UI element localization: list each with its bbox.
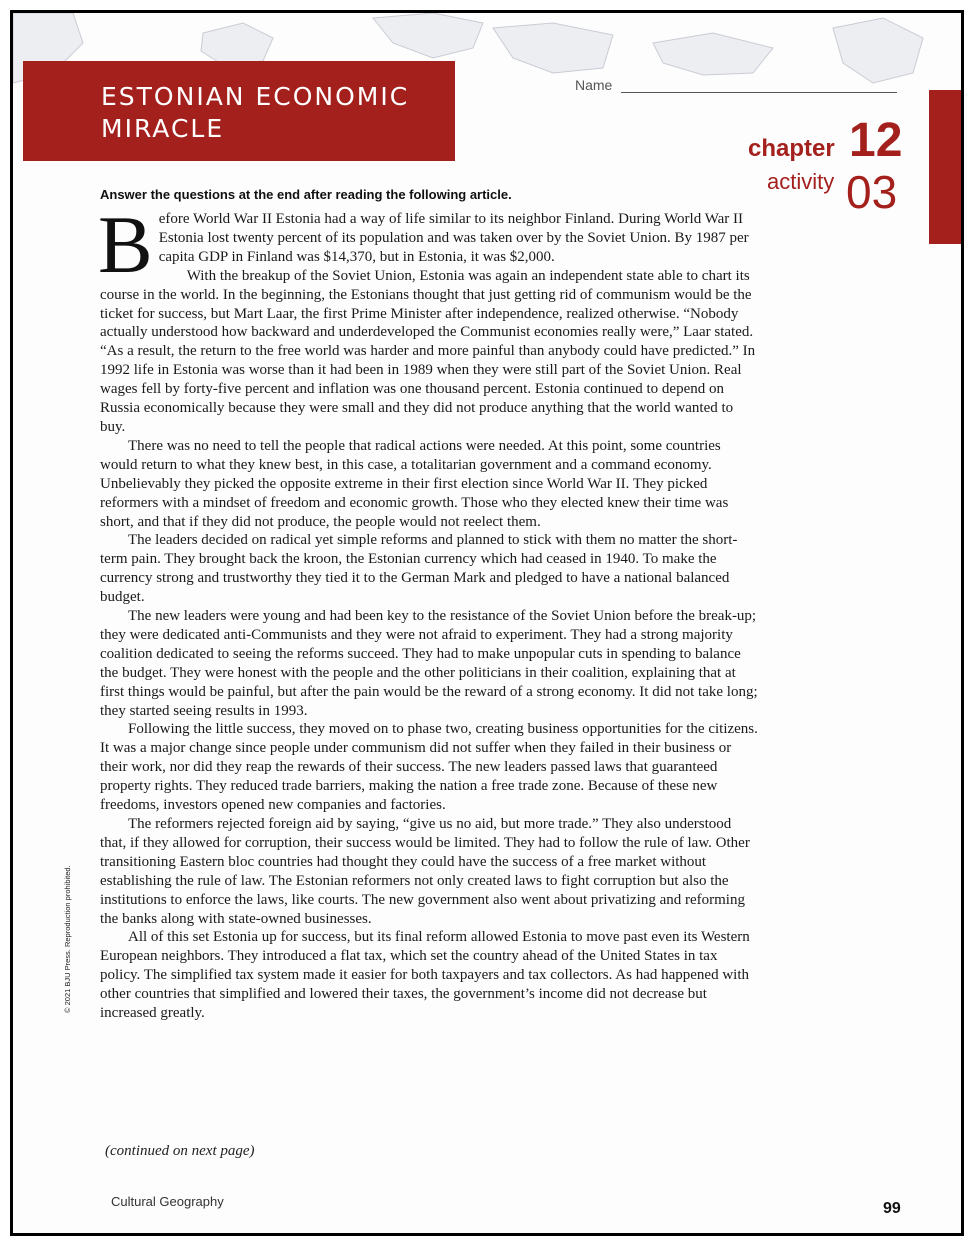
copyright-notice: © 2021 BJU Press. Reproduction prohibited. <box>63 865 72 1013</box>
chapter-number: 12 <box>849 114 903 167</box>
instructions: Answer the questions at the end after reading the following article. <box>100 187 512 202</box>
article-paragraph: The reformers rejected foreign aid by saying, “give us no aid, but more trade.” They also understood that, if they allowed for corruption, their success would be limited. They had to follow the rule of law. Other transitioning Eastern bloc countries had thought they could have the success of a free market without establishing the rule of law. The Estonian reformers not only created laws to fight corruption but also the institutions to enforce the laws, like courts. The new government also went about privatizing and reforming the banks along with state-owned businesses. <box>100 816 750 927</box>
chapter-label: chapter <box>748 135 835 162</box>
name-label: Name <box>575 77 613 93</box>
book-title: Cultural Geography <box>111 1194 224 1209</box>
title-banner <box>23 61 455 161</box>
article-paragraph: The leaders decided on radical yet simple reforms and planned to stick with them no matter the short-term pain. They brought back the kroon, the Estonian currency which had ceased in 1940. To make the currency strong and trustworthy they tied it to the German Mark and pledged to have a national balanced budget. <box>100 532 738 606</box>
article-paragraph: The new leaders were young and had been key to the resistance of the Soviet Union before the break-up; they were dedicated anti-Communists and they were not afraid to experiment. They had a strong majority coalition dedicated to seeing the reforms succeed. They had to make unpopular cuts in spending to balance the budget. They were honest with the people and the other politicians in their coalition, explaining that at first things would be painful, but after the pain would be the reward of a strong economy. It did not take long; they started seeing results in 1993. <box>100 608 758 719</box>
article-paragraph: All of this set Estonia up for success, but its final reform allowed Estonia to move past even its Western European neighbors. They introduced a flat tax, which set the country ahead of the United States in tax policy. The simplified tax system made it easier for both taxpayers and tax collectors. As had happened with other countries that simplified and lowered their taxes, the government’s income did not decrease but increased greatly. <box>100 929 750 1022</box>
article-paragraph: Following the little success, they moved on to phase two, creating business opportunities for the citizens. It was a major change since people under communism did not suffer when they failed in their business or their work, nor did they reap the rewards of their success. The new leaders passed laws that guaranteed property rights. They reduced trade barriers, making the nation a free trade zone. Because of these new freedoms, investors opened new companies and factories. <box>100 721 758 814</box>
article-paragraph-text: efore World War II Estonia had a way of life similar to its neighbor Finland. During World War II Estonia lost twenty percent of its population and was taken over by the Soviet Union. By 1987 per capita GDP in Finland was $14,370, but in Estonia, it was $2,000. <box>158 211 749 265</box>
article-paragraph: There was no need to tell the people that radical actions were needed. At this point, some countries would return to what they knew best, in this case, a totalitarian government and a command economy. Unbelievably they picked the opposite extreme in their first election since World War II. They picked reformers with a mindset of freedom and economic growth. Those who they elected knew their time was short, and that if they did not produce, the people would not reelect them. <box>100 437 729 530</box>
page-number: 99 <box>883 1200 901 1217</box>
page-title-line-1: ESTONIAN ECONOMIC <box>101 82 410 111</box>
drop-cap: B <box>98 199 153 290</box>
worksheet-page <box>10 10 964 1236</box>
name-field-line[interactable] <box>621 92 897 93</box>
chapter-side-tab <box>929 90 961 244</box>
continued-note: (continued on next page) <box>105 1143 255 1159</box>
article-paragraph: With the breakup of the Soviet Union, Estonia was again an independent state able to chart its course in the world. In the beginning, the Estonians thought that just getting rid of communism would be the ticket for success, but Mart Laar, the first Prime Minister after independence, realized otherwise. “Nobody actually understood how backward and underdeveloped the Communist economies really were,” Laar stated. “As a result, the return to the free world was harder and more painful than anybody could have predicted.” In 1992 life in Estonia was worse than it had been in 1989 when they were still part of the Soviet Union. Real wages fell by forty-five percent and inflation was one thousand percent. Estonia continued to depend on Russia economically because they were small and they did not produce anything that the world wanted to buy. <box>100 267 756 435</box>
activity-label: activity <box>767 169 835 194</box>
article-paragraph <box>98 199 760 290</box>
article-body <box>98 199 760 1023</box>
page-title-line-2: MIRACLE <box>101 114 225 143</box>
activity-number: 03 <box>846 166 898 218</box>
